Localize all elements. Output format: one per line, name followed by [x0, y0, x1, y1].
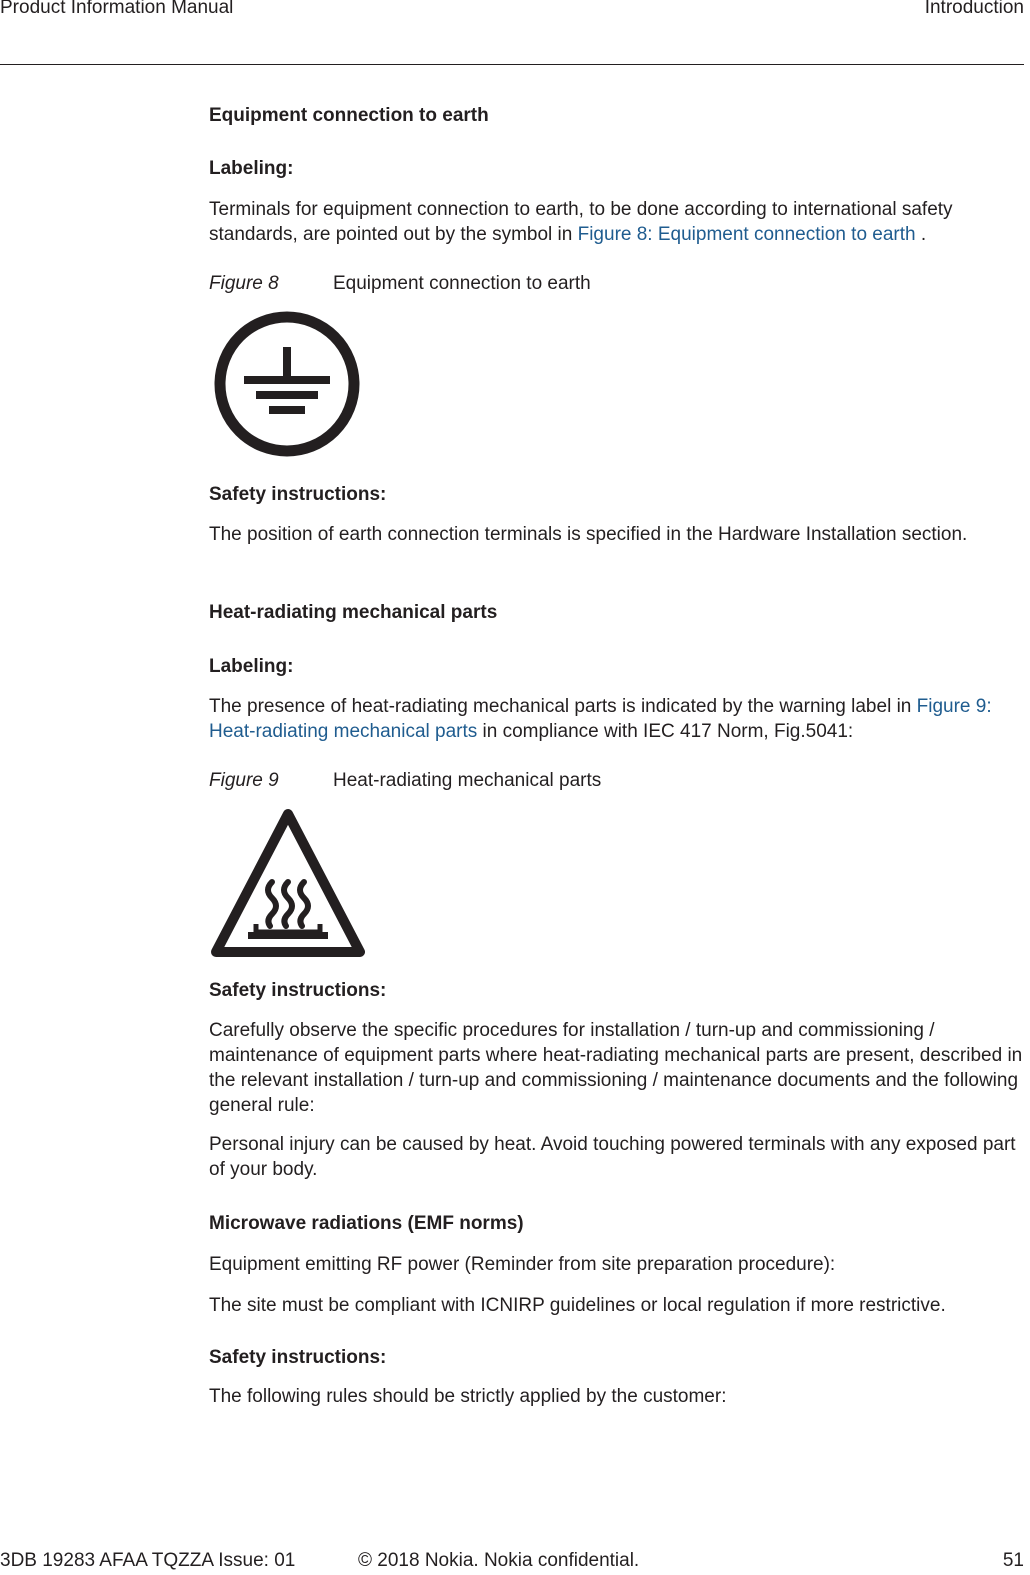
microwave-paragraph-2: The site must be compliant with ICNIRP guidelines or local regulation if more restrictive. [209, 1295, 946, 1316]
figure-9-link[interactable]: Figure 9: Heat-radiating mechanical parts [209, 696, 992, 742]
labeling-heading-earth: Labeling: [209, 158, 294, 179]
safety-heading-earth: Safety instructions: [209, 484, 387, 505]
figure-8-link[interactable]: Figure 8: Equipment connection to earth [577, 224, 916, 245]
figure-9-caption [209, 770, 601, 792]
safety-paragraph-microwave: The following rules should be strictly applied by the customer: [209, 1386, 727, 1407]
labeling-paragraph-earth [209, 197, 1024, 247]
section-title-microwave: Microwave radiations (EMF norms) [209, 1213, 524, 1234]
labeling-text-earth: Terminals for equipment connection to earth, to be done according to international safety standards, are pointed out by the symbol in [209, 199, 953, 245]
safety-paragraph-earth: The position of earth connection terminals is specified in the Hardware Installation section. [209, 524, 968, 545]
safety-heading-microwave: Safety instructions: [209, 1347, 387, 1368]
safety-paragraph-heat-2: Personal injury can be caused by heat. Avoid touching powered terminals with any exposed part of your body. [209, 1134, 1016, 1180]
header-divider [0, 64, 1024, 65]
section-title-earth: Equipment connection to earth [209, 105, 489, 126]
figure-8-caption [209, 273, 591, 295]
header-manual-title: Product Information Manual [0, 0, 234, 18]
figure-9-title: Heat-radiating mechanical parts [333, 770, 602, 791]
footer-doc-id: 3DB 19283 AFAA TQZZA Issue: 01 [0, 1550, 296, 1571]
safety-heading-heat: Safety instructions: [209, 980, 387, 1001]
labeling-paragraph-heat [209, 694, 1024, 744]
figure-8-title: Equipment connection to earth [333, 273, 591, 294]
figure-9-number: Figure 9 [209, 770, 279, 791]
labeling-text-heat-end: in compliance with IEC 417 Norm, Fig.5041: [477, 721, 854, 742]
protective-earth-icon [213, 310, 361, 458]
labeling-text-heat: The presence of heat-radiating mechanical parts is indicated by the warning label in [209, 696, 917, 717]
figure-8-number: Figure 8 [209, 273, 279, 294]
labeling-heading-heat: Labeling: [209, 656, 294, 677]
footer-page-number: 51 [1002, 1550, 1024, 1571]
header-chapter-title: Introduction [924, 0, 1024, 18]
microwave-paragraph-1: Equipment emitting RF power (Reminder from site preparation procedure): [209, 1254, 836, 1275]
footer-copyright: © 2018 Nokia. Nokia confidential. [358, 1550, 640, 1571]
section-title-heat: Heat-radiating mechanical parts [209, 602, 498, 623]
hot-surface-warning-icon [210, 806, 366, 958]
safety-paragraph-heat-1: Carefully observe the specific procedures for installation / turn-up and commissioning / maintenance of equipment parts where heat-radiating mechanical parts are present, described in the relevant installation / turn-up and commissioning / maintenance documents and the following general rule: [209, 1020, 1023, 1116]
labeling-text-earth-end: . [915, 224, 927, 245]
